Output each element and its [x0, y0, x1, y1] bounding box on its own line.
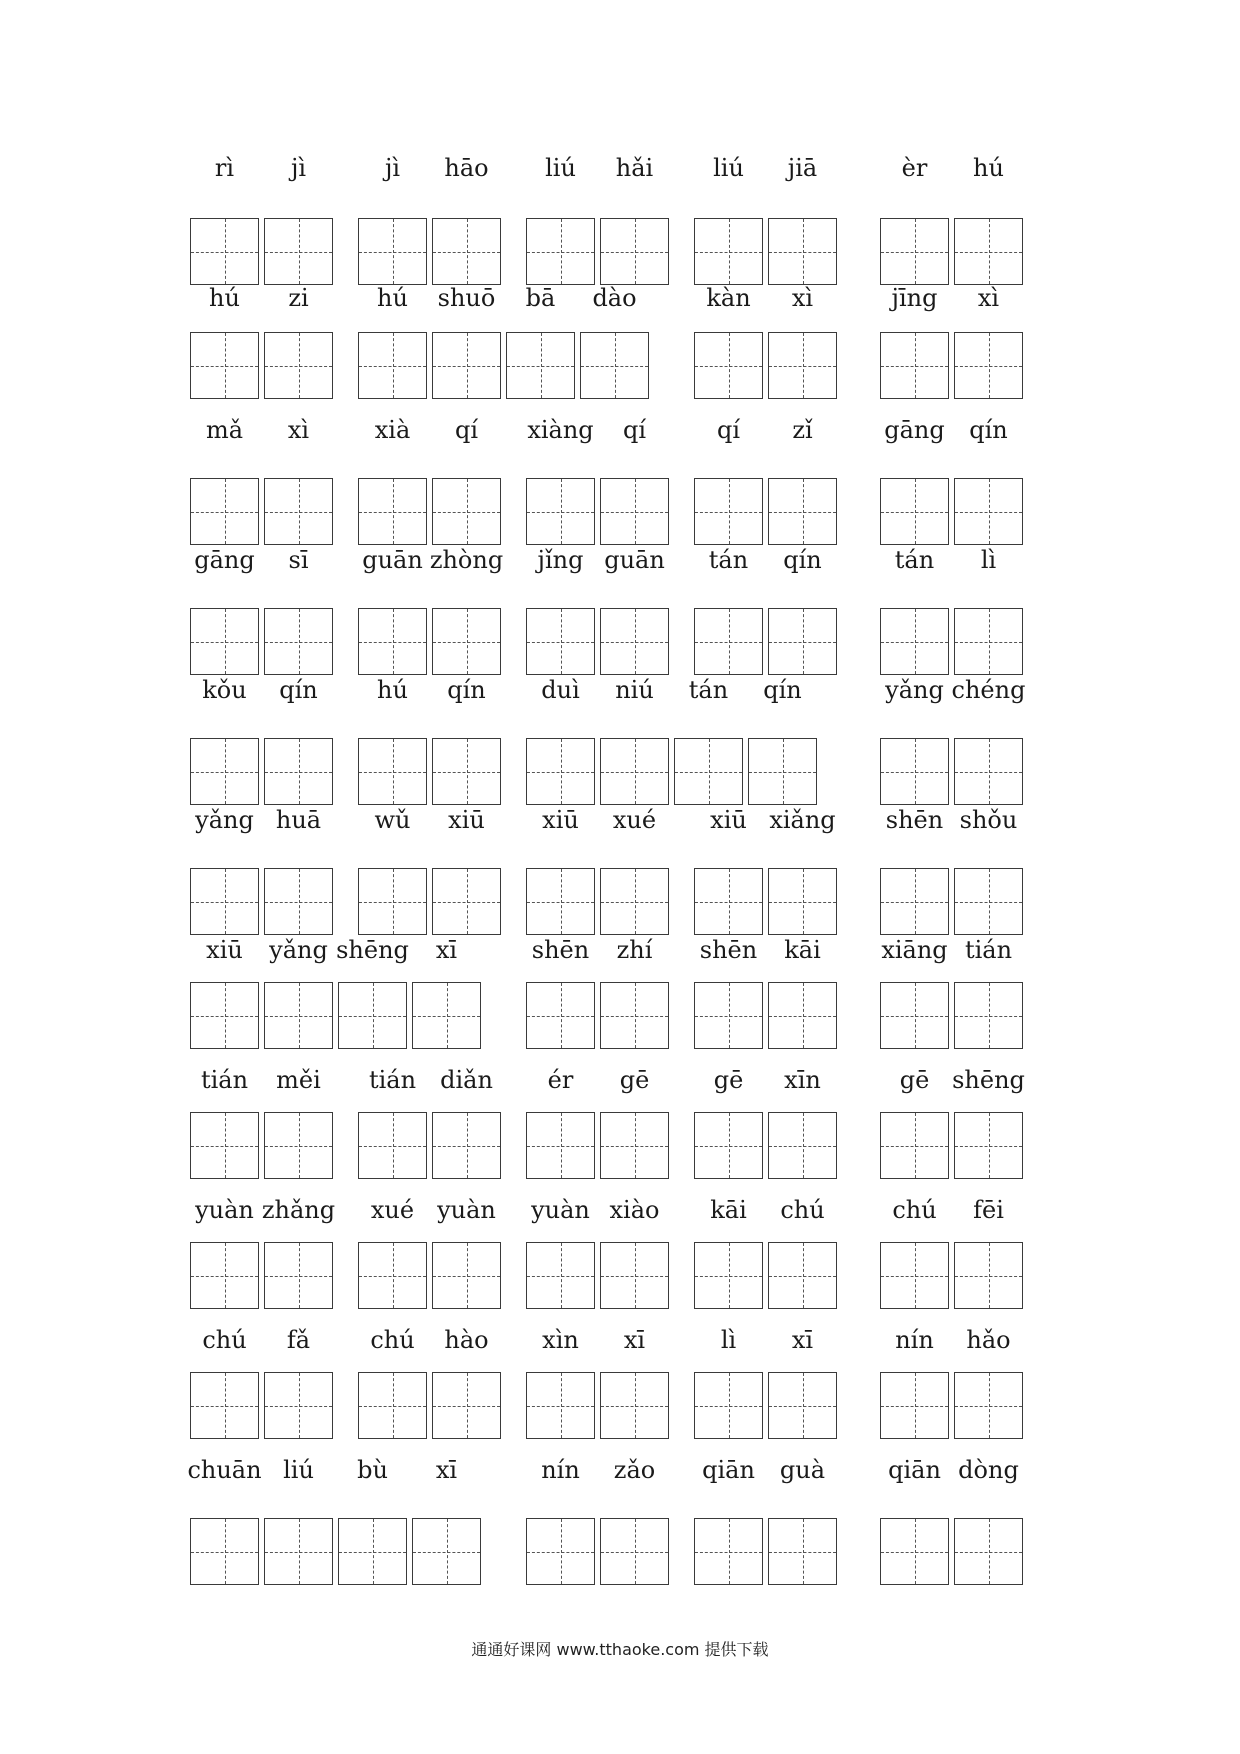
pinyin-syllable: tán: [688, 676, 729, 704]
pinyin-syllable: lì: [980, 546, 997, 574]
pinyin-syllable: qí: [622, 416, 647, 444]
writing-grid-cell[interactable]: [526, 1242, 595, 1309]
writing-grid-cell[interactable]: [748, 738, 817, 805]
pinyin-syllable: gē: [713, 1066, 744, 1094]
pinyin-syllable: xiū: [448, 806, 485, 834]
pinyin-syllable: kāi: [710, 1196, 747, 1224]
writing-grid-cell[interactable]: [694, 218, 763, 285]
pinyin-syllable: gē: [619, 1066, 650, 1094]
pinyin-syllable: yǎng: [195, 806, 254, 834]
writing-grid-cell[interactable]: [526, 218, 595, 285]
writing-grid-cell[interactable]: [358, 218, 427, 285]
pinyin-syllable: xī: [791, 1326, 814, 1354]
pinyin-syllable: èr: [901, 154, 928, 182]
pinyin-syllable: yǎng: [885, 676, 944, 704]
writing-grid-cell[interactable]: [264, 332, 333, 399]
pinyin-syllable: xiǎng: [769, 806, 836, 834]
pinyin-syllable: xiū: [206, 936, 243, 964]
pinyin-syllable: chú: [780, 1196, 825, 1224]
writing-grid-cell[interactable]: [432, 478, 501, 545]
writing-grid-cell[interactable]: [694, 478, 763, 545]
writing-grid-cell[interactable]: [264, 1112, 333, 1179]
writing-grid-cell[interactable]: [600, 868, 669, 935]
pinyin-syllable: xī: [623, 1326, 646, 1354]
writing-grid-cell[interactable]: [358, 868, 427, 935]
writing-grid-cell[interactable]: [694, 1112, 763, 1179]
pinyin-syllable: qiān: [888, 1456, 941, 1484]
pinyin-syllable: duì: [541, 676, 580, 704]
writing-grid-cell[interactable]: [880, 982, 949, 1049]
pinyin-syllable: zhǎng: [261, 1196, 336, 1224]
writing-grid-cell[interactable]: [358, 1242, 427, 1309]
writing-grid-cell[interactable]: [768, 1372, 837, 1439]
pinyin-syllable: měi: [276, 1066, 321, 1094]
writing-grid-cell[interactable]: [190, 982, 259, 1049]
writing-grid-cell[interactable]: [768, 1242, 837, 1309]
pinyin-syllable: fēi: [973, 1196, 1004, 1224]
pinyin-syllable: guān: [362, 546, 423, 574]
writing-grid-cell[interactable]: [880, 1112, 949, 1179]
pinyin-syllable: guān: [604, 546, 665, 574]
pinyin-syllable: chú: [202, 1326, 247, 1354]
pinyin-syllable: shǒu: [959, 806, 1018, 834]
writing-grid-cell[interactable]: [954, 218, 1023, 285]
pinyin-syllable: xué: [612, 806, 657, 834]
pinyin-syllable: hào: [444, 1326, 489, 1354]
pinyin-syllable: hǎo: [966, 1326, 1011, 1354]
pinyin-syllable: tán: [894, 546, 935, 574]
pinyin-syllable: shēn: [699, 936, 758, 964]
writing-grid-cell[interactable]: [526, 1112, 595, 1179]
pinyin-syllable: xī: [435, 1456, 458, 1484]
pinyin-syllable: qín: [279, 676, 318, 704]
writing-grid-cell[interactable]: [600, 608, 669, 675]
pinyin-syllable: jiā: [787, 154, 818, 182]
writing-grid-cell[interactable]: [264, 738, 333, 805]
writing-grid-cell[interactable]: [526, 608, 595, 675]
writing-grid-cell[interactable]: [190, 1112, 259, 1179]
pinyin-syllable: tán: [708, 546, 749, 574]
pinyin-syllable: liú: [283, 1456, 314, 1484]
pinyin-syllable: xiāng: [881, 936, 948, 964]
pinyin-syllable: chéng: [951, 676, 1026, 704]
pinyin-syllable: qín: [763, 676, 802, 704]
writing-grid-cell[interactable]: [526, 738, 595, 805]
pinyin-syllable: yuàn: [437, 1196, 496, 1224]
writing-grid-cell[interactable]: [264, 478, 333, 545]
writing-grid-cell[interactable]: [338, 1518, 407, 1585]
pinyin-syllable: qí: [454, 416, 479, 444]
pinyin-syllable: shēn: [885, 806, 944, 834]
pinyin-syllable: zǐ: [792, 416, 813, 444]
writing-grid-cell[interactable]: [954, 868, 1023, 935]
writing-grid-cell[interactable]: [526, 868, 595, 935]
writing-grid-cell[interactable]: [190, 608, 259, 675]
pinyin-syllable: kǒu: [202, 676, 247, 704]
footer-credit: 通通好课网 www.tthaoke.com 提供下载: [471, 1640, 769, 1659]
writing-grid-cell[interactable]: [768, 1112, 837, 1179]
writing-grid-cell[interactable]: [412, 982, 481, 1049]
writing-grid-cell[interactable]: [880, 332, 949, 399]
writing-grid-cell[interactable]: [358, 332, 427, 399]
pinyin-syllable: xì: [791, 284, 814, 312]
writing-grid-cell[interactable]: [358, 608, 427, 675]
writing-grid-cell[interactable]: [694, 868, 763, 935]
writing-grid-cell[interactable]: [880, 868, 949, 935]
writing-grid-cell[interactable]: [432, 1372, 501, 1439]
writing-grid-cell[interactable]: [358, 1112, 427, 1179]
writing-grid-cell[interactable]: [954, 478, 1023, 545]
pinyin-syllable: shēng: [952, 1066, 1025, 1094]
pinyin-syllable: chuān: [187, 1456, 262, 1484]
writing-grid-cell[interactable]: [264, 1518, 333, 1585]
pinyin-syllable: bā: [525, 284, 556, 312]
pinyin-syllable: qiān: [702, 1456, 755, 1484]
pinyin-syllable: yuàn: [531, 1196, 590, 1224]
writing-grid-cell[interactable]: [768, 982, 837, 1049]
pinyin-syllable: fǎ: [286, 1326, 311, 1354]
writing-grid-cell[interactable]: [954, 332, 1023, 399]
pinyin-syllable: xī: [435, 936, 458, 964]
writing-grid-cell[interactable]: [954, 1518, 1023, 1585]
writing-grid-cell[interactable]: [600, 478, 669, 545]
writing-grid-cell[interactable]: [432, 738, 501, 805]
pinyin-syllable: zǎo: [613, 1456, 656, 1484]
pinyin-syllable: jì: [290, 154, 307, 182]
writing-grid-cell[interactable]: [954, 1112, 1023, 1179]
writing-grid-cell[interactable]: [526, 1518, 595, 1585]
pinyin-syllable: hú: [377, 676, 408, 704]
writing-grid-cell[interactable]: [880, 608, 949, 675]
writing-grid-cell[interactable]: [768, 868, 837, 935]
writing-grid-cell[interactable]: [694, 332, 763, 399]
pinyin-syllable: huā: [275, 806, 322, 834]
writing-grid-cell[interactable]: [190, 868, 259, 935]
pinyin-syllable: jǐng: [537, 546, 584, 574]
writing-grid-cell[interactable]: [880, 738, 949, 805]
writing-grid-cell[interactable]: [264, 982, 333, 1049]
pinyin-syllable: xiàng: [527, 416, 594, 444]
writing-grid-cell[interactable]: [526, 982, 595, 1049]
pinyin-syllable: hāo: [444, 154, 489, 182]
writing-grid-cell[interactable]: [190, 332, 259, 399]
writing-grid-cell[interactable]: [880, 1372, 949, 1439]
writing-grid-cell[interactable]: [412, 1518, 481, 1585]
pinyin-syllable: qín: [969, 416, 1008, 444]
pinyin-syllable: hú: [377, 284, 408, 312]
writing-grid-cell[interactable]: [264, 1242, 333, 1309]
writing-grid-cell[interactable]: [954, 1372, 1023, 1439]
writing-grid-cell[interactable]: [694, 608, 763, 675]
pinyin-syllable: chú: [370, 1326, 415, 1354]
writing-grid-cell[interactable]: [768, 218, 837, 285]
pinyin-syllable: xiū: [542, 806, 579, 834]
writing-grid-cell[interactable]: [600, 738, 669, 805]
pinyin-syllable: zi: [288, 284, 309, 312]
pinyin-syllable: wǔ: [374, 806, 411, 834]
writing-grid-cell[interactable]: [768, 1518, 837, 1585]
writing-grid-cell[interactable]: [264, 608, 333, 675]
pinyin-syllable: diǎn: [440, 1066, 493, 1094]
writing-grid-cell[interactable]: [954, 1242, 1023, 1309]
pinyin-syllable: shēng: [336, 936, 409, 964]
writing-grid-cell[interactable]: [694, 982, 763, 1049]
writing-grid-cell[interactable]: [600, 1112, 669, 1179]
pinyin-syllable: kàn: [706, 284, 751, 312]
pinyin-syllable: guà: [779, 1456, 826, 1484]
pinyin-syllable: lì: [720, 1326, 737, 1354]
writing-grid-cell[interactable]: [432, 1242, 501, 1309]
writing-grid-cell[interactable]: [694, 1518, 763, 1585]
writing-grid-cell[interactable]: [768, 478, 837, 545]
writing-grid-cell[interactable]: [190, 738, 259, 805]
writing-grid-cell[interactable]: [694, 1372, 763, 1439]
writing-grid-cell[interactable]: [954, 608, 1023, 675]
writing-grid-cell[interactable]: [190, 478, 259, 545]
pinyin-syllable: mǎ: [205, 416, 244, 444]
pinyin-syllable: xué: [370, 1196, 415, 1224]
writing-grid-cell[interactable]: [880, 218, 949, 285]
writing-grid-cell[interactable]: [432, 868, 501, 935]
writing-grid-cell[interactable]: [526, 1372, 595, 1439]
pinyin-syllable: qín: [447, 676, 486, 704]
writing-grid-cell[interactable]: [768, 332, 837, 399]
pinyin-syllable: chú: [892, 1196, 937, 1224]
writing-grid-cell[interactable]: [600, 1242, 669, 1309]
pinyin-syllable: shēn: [531, 936, 590, 964]
pinyin-syllable: liú: [713, 154, 744, 182]
pinyin-syllable: yǎng: [269, 936, 328, 964]
pinyin-syllable: nín: [895, 1326, 934, 1354]
writing-grid-cell[interactable]: [600, 1372, 669, 1439]
pinyin-syllable: jì: [384, 154, 401, 182]
pinyin-syllable: liú: [545, 154, 576, 182]
writing-grid-cell[interactable]: [358, 478, 427, 545]
writing-grid-cell[interactable]: [190, 218, 259, 285]
writing-grid-cell[interactable]: [358, 738, 427, 805]
pinyin-syllable: jīng: [891, 284, 938, 312]
pinyin-syllable: xiū: [710, 806, 747, 834]
pinyin-syllable: gāng: [194, 546, 255, 574]
pinyin-syllable: xìn: [542, 1326, 579, 1354]
pinyin-syllable: shuō: [437, 284, 496, 312]
pinyin-syllable: bù: [357, 1456, 388, 1484]
writing-grid-cell[interactable]: [264, 218, 333, 285]
pinyin-syllable: kāi: [784, 936, 821, 964]
writing-grid-cell[interactable]: [190, 1518, 259, 1585]
pinyin-syllable: xì: [287, 416, 310, 444]
writing-grid-cell[interactable]: [338, 982, 407, 1049]
pinyin-syllable: xì: [977, 284, 1000, 312]
writing-grid-cell[interactable]: [190, 1242, 259, 1309]
pinyin-syllable: zhí: [616, 936, 653, 964]
pinyin-syllable: nín: [541, 1456, 580, 1484]
writing-grid-cell[interactable]: [432, 218, 501, 285]
pinyin-syllable: hú: [973, 154, 1004, 182]
writing-grid-cell[interactable]: [600, 218, 669, 285]
writing-grid-cell[interactable]: [190, 1372, 259, 1439]
writing-grid-cell[interactable]: [432, 332, 501, 399]
writing-grid-cell[interactable]: [580, 332, 649, 399]
writing-grid-cell[interactable]: [600, 1518, 669, 1585]
pinyin-syllable: gē: [899, 1066, 930, 1094]
pinyin-syllable: xiào: [609, 1196, 660, 1224]
writing-grid-cell[interactable]: [506, 332, 575, 399]
writing-grid-cell[interactable]: [526, 478, 595, 545]
pinyin-syllable: dào: [592, 284, 637, 312]
pinyin-syllable: tián: [964, 936, 1013, 964]
pinyin-syllable: yuàn: [195, 1196, 254, 1224]
writing-grid-cell[interactable]: [264, 1372, 333, 1439]
writing-grid-cell[interactable]: [880, 478, 949, 545]
pinyin-syllable: hǎi: [615, 154, 654, 182]
writing-grid-cell[interactable]: [694, 1242, 763, 1309]
pinyin-syllable: gāng: [884, 416, 945, 444]
pinyin-syllable: qí: [716, 416, 741, 444]
pinyin-syllable: xià: [374, 416, 411, 444]
writing-grid-cell[interactable]: [264, 868, 333, 935]
pinyin-syllable: qín: [783, 546, 822, 574]
writing-grid-cell[interactable]: [674, 738, 743, 805]
writing-grid-cell[interactable]: [880, 1242, 949, 1309]
writing-grid-cell[interactable]: [600, 982, 669, 1049]
writing-grid-cell[interactable]: [432, 608, 501, 675]
pinyin-syllable: sī: [288, 546, 309, 574]
writing-grid-cell[interactable]: [358, 1372, 427, 1439]
writing-grid-cell[interactable]: [768, 608, 837, 675]
pinyin-syllable: dòng: [958, 1456, 1019, 1484]
pinyin-syllable: hú: [209, 284, 240, 312]
writing-grid-cell[interactable]: [954, 982, 1023, 1049]
pinyin-syllable: tián: [200, 1066, 249, 1094]
pinyin-syllable: rì: [214, 154, 235, 182]
pinyin-syllable: tián: [368, 1066, 417, 1094]
writing-grid-cell[interactable]: [880, 1518, 949, 1585]
pinyin-syllable: niú: [615, 676, 654, 704]
pinyin-syllable: zhòng: [429, 546, 504, 574]
writing-grid-cell[interactable]: [954, 738, 1023, 805]
writing-grid-cell[interactable]: [432, 1112, 501, 1179]
pinyin-syllable: xīn: [784, 1066, 821, 1094]
pinyin-syllable: ér: [547, 1066, 574, 1094]
